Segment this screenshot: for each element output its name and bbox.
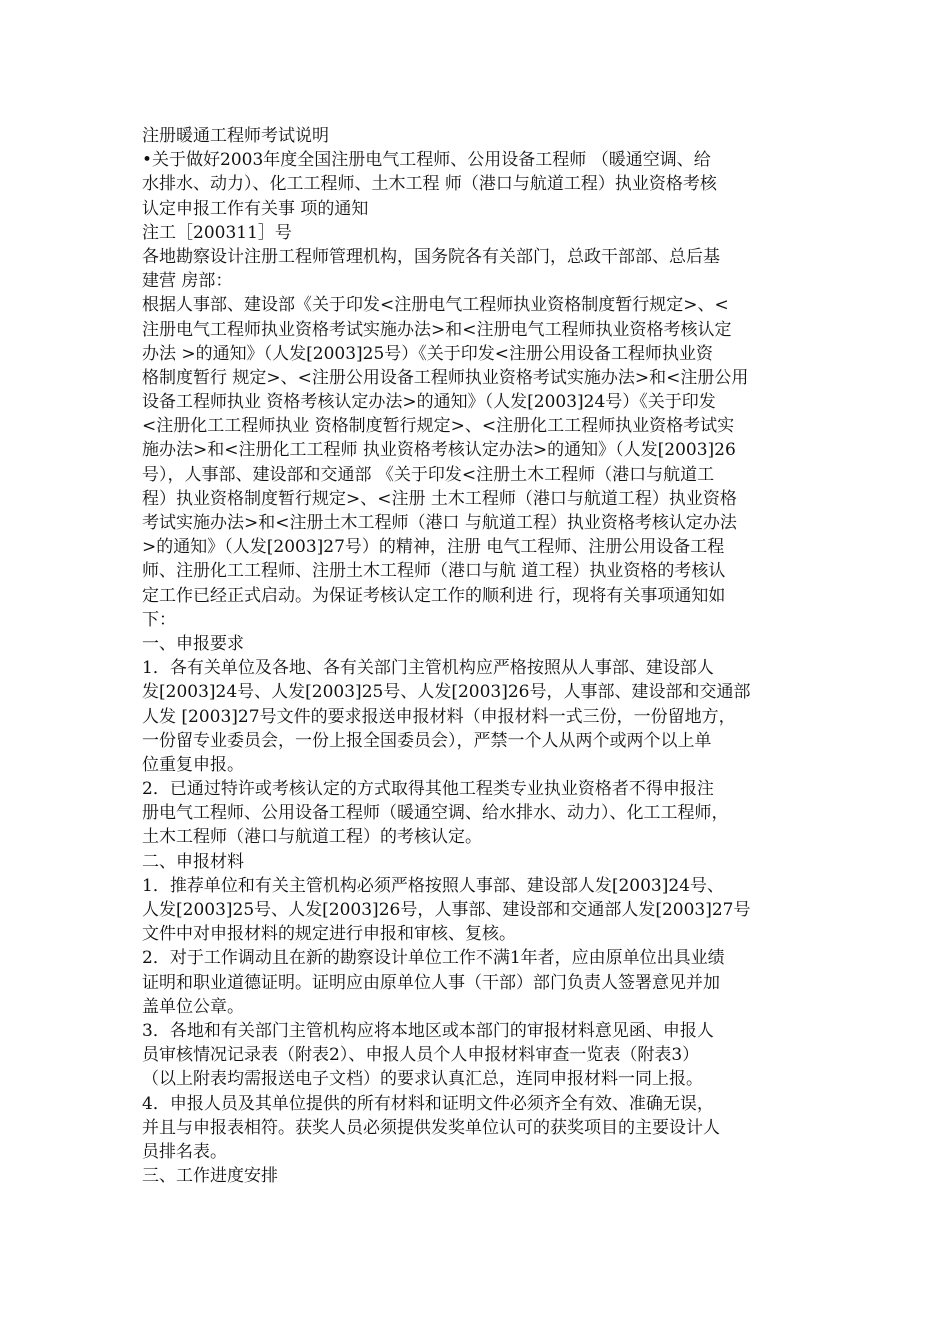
body-text-line: 格制度暂行 规定>、<注册公用设备工程师执业资格考试实施办法>和<注册公用 xyxy=(142,367,749,388)
body-text-line: 施办法>和<注册化工工程师 执业资格考核认定办法>的通知》（人发[2003]26 xyxy=(142,440,736,461)
notice-title-line: 认定申报工作有关事 项的通知 xyxy=(142,198,369,219)
body-text-line: （以上附表均需报送电子文档）的要求认真汇总，连同申报材料一同上报。 xyxy=(142,1069,703,1090)
body-text-line: 册电气工程师、公用设备工程师（暖通空调、给水排水、动力）、化工工程师， xyxy=(142,803,729,824)
document-body xyxy=(142,124,814,1188)
body-text-line: >的通知》（人发[2003]27号）的精神，注册 电气工程师、注册公用设备工程 xyxy=(142,537,725,558)
section-heading: 一、申报要求 xyxy=(142,633,244,654)
body-text-line: 考试实施办法>和<注册土木工程师（港口 与航道工程）执业资格考核认定办法 xyxy=(142,513,737,533)
body-text-line: 位重复申报。 xyxy=(142,754,244,775)
body-text-line: 3．各地和有关部门主管机构应将本地区或本部门的审报材料意见函、申报人 xyxy=(142,1020,714,1041)
body-text-line: 发[2003]24号、人发[2003]25号、人发[2003]26号，人事部、建设部和交通部 xyxy=(142,682,751,703)
notice-title-line: •关于做好2003年度全国注册电气工程师、公用设备工程师 （暖通空调、给 xyxy=(142,150,711,171)
body-text-line: 1．各有关单位及各地、各有关部门主管机构应严格按照从人事部、建设部人 xyxy=(142,658,714,679)
document-title: 注册暖通工程师考试说明 xyxy=(142,126,329,146)
body-text-line: 文件中对申报材料的规定进行申报和审核、复核。 xyxy=(142,924,516,945)
body-text-line: 证明和职业道德证明。证明应由原单位人事（干部）部门负责人签署意见并加 xyxy=(142,972,720,993)
body-text-line: 定工作已经正式启动。为保证考核认定工作的顺利进 行，现将有关事项通知如 xyxy=(142,585,726,606)
body-text-line: <注册化工工程师执业 资格制度暂行规定>、<注册化工工程师执业资格考试实 xyxy=(142,416,735,437)
body-text-line: 1．推荐单位和有关主管机构必须严格按照人事部、建设部人发[2003]24号、 xyxy=(142,875,724,896)
addressee-line: 各地勘察设计注册工程师管理机构，国务院各有关部门，总政干部部、总后基 xyxy=(142,246,720,267)
section-heading: 二、申报材料 xyxy=(142,851,244,872)
body-text-line: 人发 [2003]27号文件的要求报送申报材料（申报材料一式三份，一份留地方， xyxy=(142,706,736,727)
body-text-line: 员审核情况记录表（附表2）、申报人员个人申报材料审查一览表（附表3） xyxy=(142,1045,700,1066)
document-number: 注工［200311］号 xyxy=(142,222,292,243)
body-text-line: 下： xyxy=(142,609,176,630)
body-text-line: 师、注册化工工程师、注册土木工程师（港口与航 道工程）执业资格的考核认 xyxy=(142,561,726,582)
body-text-line: 办法 >的通知》（人发[2003]25号）《关于印发<注册公用设备工程师执业资 xyxy=(142,343,714,364)
body-text-line: 人发[2003]25号、人发[2003]26号，人事部、建设部和交通部人发[2003]27号 xyxy=(142,900,751,920)
body-text-line: 2．对于工作调动且在新的勘察设计单位工作不满1年者，应由原单位出具业绩 xyxy=(142,948,725,969)
body-text-line: 程）执业资格制度暂行规定>、<注册 土木工程师（港口与航道工程）执业资格 xyxy=(142,488,737,509)
body-text-line: 注册电气工程师执业资格考试实施办法>和<注册电气工程师执业资格考核认定 xyxy=(142,319,732,340)
body-text-line: 设备工程师执业 资格考核认定办法>的通知》（人发[2003]24号）《关于印发 xyxy=(142,392,716,413)
body-text-line: 土木工程师（港口与航道工程）的考核认定。 xyxy=(142,827,482,848)
section-heading: 三、工作进度安排 xyxy=(142,1166,278,1187)
body-text-line: 4．申报人员及其单位提供的所有材料和证明文件必须齐全有效、准确无误， xyxy=(142,1093,714,1114)
body-text-line: 一份留专业委员会，一份上报全国委员会），严禁一个人从两个或两个以上单 xyxy=(142,730,712,751)
addressee-line: 建营 房部： xyxy=(142,271,233,292)
notice-title-line: 水排水、动力）、化工工程师、土木工程 师（港口与航道工程）执业资格考核 xyxy=(142,174,717,195)
body-text-line: 号），人事部、建设部和交通部 《关于印发<注册土木工程师（港口与航道工 xyxy=(142,464,715,485)
body-text-line: 根据人事部、建设部《关于印发<注册电气工程师执业资格制度暂行规定>、< xyxy=(142,295,729,316)
body-text-line: 盖单位公章。 xyxy=(142,996,244,1017)
body-text-line: 2．已通过特许或考核认定的方式取得其他工程类专业执业资格者不得申报注 xyxy=(142,779,714,800)
body-text-line: 并且与申报表相符。获奖人员必须提供发奖单位认可的获奖项目的主要设计人 xyxy=(142,1117,720,1138)
body-text-line: 员排名表。 xyxy=(142,1141,227,1162)
